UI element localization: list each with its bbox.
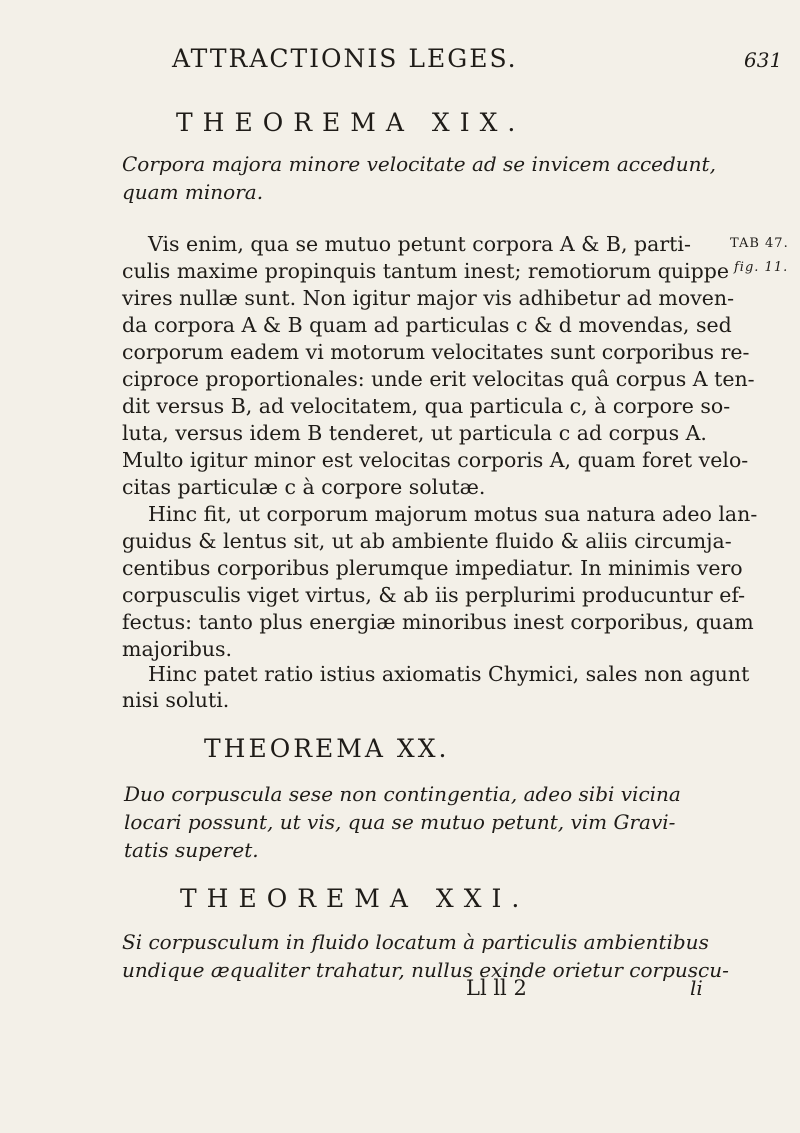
body-line: dit versus B, ad velocitatem, qua particula c, à corpore so- [122, 394, 731, 418]
body-line: ciproce proportionales: unde erit velocitas quâ corpus A ten- [122, 367, 755, 391]
body-line: luta, versus idem B tenderet, ut particula c ad corpus A. [122, 421, 707, 445]
theorem-20-title: THEOREMA XX. [204, 734, 450, 763]
body-line: culis maxime propinquis tantum inest; remotiorum quippe [122, 259, 729, 283]
theorem-19-statement-line: quam minora. [122, 180, 264, 204]
theorem-19-title: THEOREMA XIX. [176, 108, 526, 137]
body-line: Hinc fit, ut corporum majorum motus sua natura adeo lan- [148, 502, 758, 526]
body-line: corpusculis viget virtus, & ab iis perplurimi producuntur ef- [122, 583, 746, 607]
signature-mark: Ll ll 2 [466, 976, 527, 1000]
body-line: da corpora A & B quam ad particulas c & d movendas, sed [122, 313, 732, 337]
margin-note-fig: fig. 11. [734, 260, 789, 275]
body-line: Multo igitur minor est velocitas corporis A, quam foret velo- [122, 448, 749, 472]
body-line: nisi soluti. [122, 688, 230, 712]
body-line: Hinc patet ratio istius axiomatis Chymici, sales non agunt [148, 662, 750, 686]
theorem-21-title: THEOREMA XXI. [180, 884, 530, 913]
body-line: citas particulæ c à corpore solutæ. [122, 475, 486, 499]
theorem-21-statement-line: undique æqualiter trahatur, nullus exinde orietur corpuscu- [122, 958, 729, 982]
body-line: Vis enim, qua se mutuo petunt corpora A & B, parti- [148, 232, 691, 256]
theorem-19-statement-line: Corpora majora minore velocitate ad se invicem accedunt, [122, 152, 716, 176]
theorem-20-statement-line: locari possunt, ut vis, qua se mutuo petunt, vim Gravi- [124, 810, 676, 834]
theorem-20-statement-line: Duo corpuscula sese non contingentia, adeo sibi vicina [124, 782, 681, 806]
body-line: fectus: tanto plus energiæ minoribus inest corporibus, quam [122, 610, 754, 634]
body-line: guidus & lentus sit, ut ab ambiente fluido & aliis circumja- [122, 529, 732, 553]
page-number: 631 [744, 48, 783, 72]
running-header: ATTRACTIONIS LEGES. [172, 44, 518, 73]
body-line: majoribus. [122, 637, 233, 661]
catchword: li [690, 976, 703, 1000]
margin-note-tab: TAB 47. [730, 236, 789, 251]
body-line: corporum eadem vi motorum velocitates sunt corporibus re- [122, 340, 750, 364]
body-line: centibus corporibus plerumque impediatur. In minimis vero [122, 556, 743, 580]
theorem-20-statement-line: tatis superet. [124, 838, 259, 862]
theorem-21-statement-line: Si corpusculum in fluido locatum à particulis ambientibus [122, 930, 709, 954]
body-line: vires nullæ sunt. Non igitur major vis adhibetur ad moven- [122, 286, 735, 310]
